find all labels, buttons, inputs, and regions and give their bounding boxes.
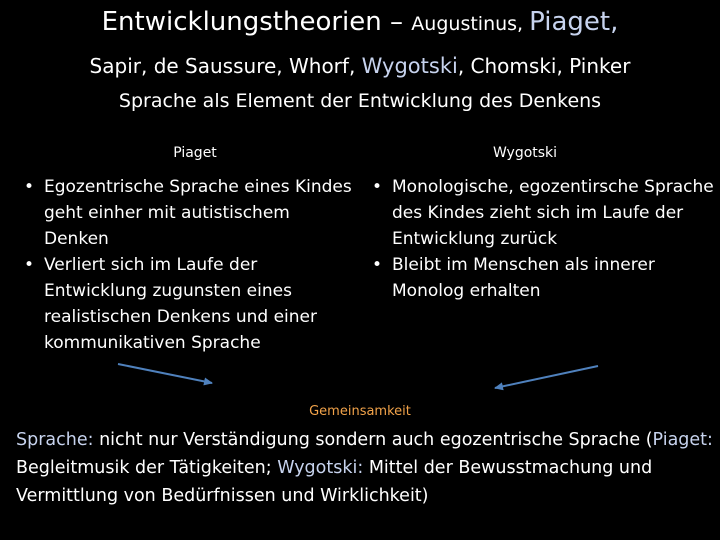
bullet-icon: • — [24, 255, 35, 275]
right-arrow-icon — [495, 366, 598, 388]
slide-subtitle: Sprache als Element der Entwicklung des Denkens — [118, 90, 602, 112]
title-piaget: Piaget, — [529, 7, 619, 37]
bullet-text: Verliert sich im Laufe der Entwicklung zugunsten eines realistischen Denkens und einer kommunikativen Sprache — [44, 255, 318, 353]
left-arrow-icon — [118, 364, 212, 383]
common-ground-label: Gemeinsamkeit — [309, 404, 411, 419]
bullet-icon: • — [372, 177, 383, 197]
term-piaget: Piaget: — [652, 430, 713, 450]
bullet-text: Egozentrische Sprache eines Kindes geht einher mit autistischem Denken — [44, 177, 352, 249]
summary-paragraph — [16, 426, 716, 510]
bullet-text: Bleibt im Menschen als innerer Monolog erhalten — [392, 255, 655, 301]
column-heading-wygotski: Wygotski — [492, 145, 558, 161]
term-sprache: Sprache: — [16, 430, 94, 450]
title-main: Entwicklungstheorien – — [101, 7, 412, 37]
names-part2: , Chomski, Pinker — [457, 54, 631, 78]
column-heading-piaget: Piaget — [173, 145, 217, 161]
bullet-text: Monologische, egozentirsche Sprache des Kindes zieht sich im Laufe der Entwicklung zurück — [392, 177, 714, 249]
summary-text-2: Begleitmusik der Tätigkeiten; — [16, 458, 278, 478]
names-part1: Sapir, de Saussure, Whorf, — [89, 54, 362, 78]
summary-text-1: nicht nur Verständigung sondern auch egozentrische Sprache ( — [93, 430, 653, 450]
bullet-icon: • — [372, 255, 383, 275]
summary-text-3: Mittel der Bewusstmachung und Vermittlung von Bedürfnissen und Wirklichkeit) — [16, 458, 653, 506]
term-wygotski: Wygotski: — [277, 458, 364, 478]
title-augustinus: Augustinus, — [411, 13, 530, 35]
names-wygotski: Wygotski — [361, 54, 458, 78]
bullet-icon: • — [24, 177, 35, 197]
